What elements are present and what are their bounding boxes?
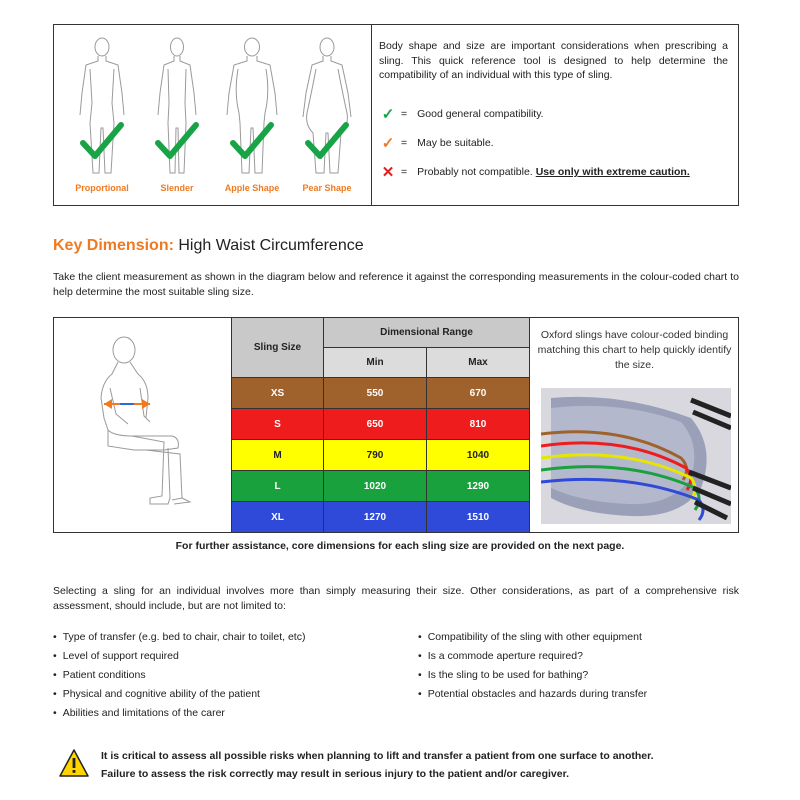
table-row — [232, 440, 530, 471]
max-header: Max — [427, 348, 530, 378]
further-assistance-note: For further assistance, core dimensions for each sling size are provided on the next page. — [175, 540, 625, 552]
list-item: • Physical and cognitive ability of the patient — [53, 685, 305, 704]
size-cell: S — [232, 409, 324, 440]
figure-apple-shape — [216, 33, 288, 205]
legend-no — [379, 163, 690, 181]
compatibility-description: Body shape and size are important considerations when prescribing a sling. This quick reference tool is designed to help determine the compatibility of an individual with this type of sling. — [379, 40, 728, 81]
warning-line-2: Failure to assess the risk correctly may result in serious injury to the patient and/or caregiver. — [101, 768, 570, 780]
body-shapes-panel — [54, 25, 372, 205]
check-icon — [155, 121, 199, 161]
min-cell: 1020 — [324, 471, 427, 502]
considerations-paragraph: Selecting a sling for an individual involves more than simply measuring their size. Other considerations, as part of a comprehensive risk assessment, should include, but are not limited to: — [53, 585, 739, 612]
size-cell: XS — [232, 378, 324, 409]
legend-good-text: Good general compatibility. — [417, 108, 544, 120]
orange-check-icon: ✓ — [381, 135, 395, 152]
min-cell: 1270 — [324, 502, 427, 533]
seated-figure-panel — [54, 318, 231, 532]
max-cell: 1040 — [427, 440, 530, 471]
shape-label: Proportional — [75, 183, 129, 193]
min-header: Min — [324, 348, 427, 378]
warning-message — [101, 747, 654, 783]
figure-proportional — [66, 33, 138, 205]
legend-no-text: Probably not compatible. — [417, 166, 533, 178]
sling-size-header: Sling Size — [232, 318, 324, 378]
min-cell: 790 — [324, 440, 427, 471]
seated-person-diagram-icon — [54, 318, 231, 532]
compatibility-description-panel — [372, 25, 738, 205]
list-item: • Patient conditions — [53, 666, 305, 685]
sizing-chart-box — [53, 317, 739, 533]
list-item: • Is the sling to be used for bathing? — [418, 666, 647, 685]
sling-binding-photo — [541, 388, 731, 524]
legend-good — [379, 105, 544, 123]
legend-equals: = — [401, 108, 408, 120]
considerations-list-left — [53, 628, 305, 723]
min-cell: 650 — [324, 409, 427, 440]
key-dimension-heading — [53, 237, 364, 255]
check-icon — [230, 121, 274, 161]
list-item: • Abilities and limitations of the carer — [53, 704, 305, 723]
size-cell: L — [232, 471, 324, 502]
table-row — [232, 502, 530, 533]
dimensional-range-header: Dimensional Range — [324, 318, 530, 348]
size-cell: XL — [232, 502, 324, 533]
figure-slender — [141, 33, 213, 205]
shape-label: Apple Shape — [224, 183, 280, 193]
shape-label: Pear Shape — [302, 183, 352, 193]
key-dimension-value: High Waist Circumference — [178, 237, 364, 254]
legend-maybe — [379, 134, 494, 152]
check-icon — [305, 121, 349, 161]
size-cell: M — [232, 440, 324, 471]
red-cross-icon: ✕ — [381, 164, 395, 181]
legend-equals: = — [401, 166, 408, 178]
sling-size-table — [231, 317, 530, 533]
max-cell: 810 — [427, 409, 530, 440]
max-cell: 670 — [427, 378, 530, 409]
considerations-list-right — [418, 628, 647, 704]
legend-maybe-text: May be suitable. — [417, 137, 494, 149]
legend-equals: = — [401, 137, 408, 149]
table-row — [232, 471, 530, 502]
intro-paragraph: Take the client measurement as shown in the diagram below and reference it against the corresponding measurements in the colour-coded chart to help determine the most suitable sling size. — [53, 271, 739, 298]
max-cell: 1510 — [427, 502, 530, 533]
warning-icon — [58, 748, 90, 778]
max-cell: 1290 — [427, 471, 530, 502]
list-item: • Type of transfer (e.g. bed to chair, chair to toilet, etc) — [53, 628, 305, 647]
shape-label: Slender — [160, 183, 194, 193]
list-item: • Is a commode aperture required? — [418, 647, 647, 666]
check-icon — [80, 121, 124, 161]
green-check-icon: ✓ — [381, 106, 395, 123]
list-item: • Level of support required — [53, 647, 305, 666]
colour-coded-note: Oxford slings have colour-coded binding matching this chart to help quickly identify the size. — [537, 329, 732, 371]
warning-line-1: It is critical to assess all possible risks when planning to lift and transfer a patient from one surface to another. — [101, 750, 654, 762]
key-dimension-label: Key Dimension: — [53, 237, 174, 254]
table-row — [232, 378, 530, 409]
list-item: • Compatibility of the sling with other equipment — [418, 628, 647, 647]
table-row — [232, 409, 530, 440]
legend-caution-text: Use only with extreme caution. — [535, 166, 690, 178]
list-item: • Potential obstacles and hazards during transfer — [418, 685, 647, 704]
compatibility-box — [53, 24, 739, 206]
min-cell: 550 — [324, 378, 427, 409]
figure-pear-shape — [291, 33, 363, 205]
